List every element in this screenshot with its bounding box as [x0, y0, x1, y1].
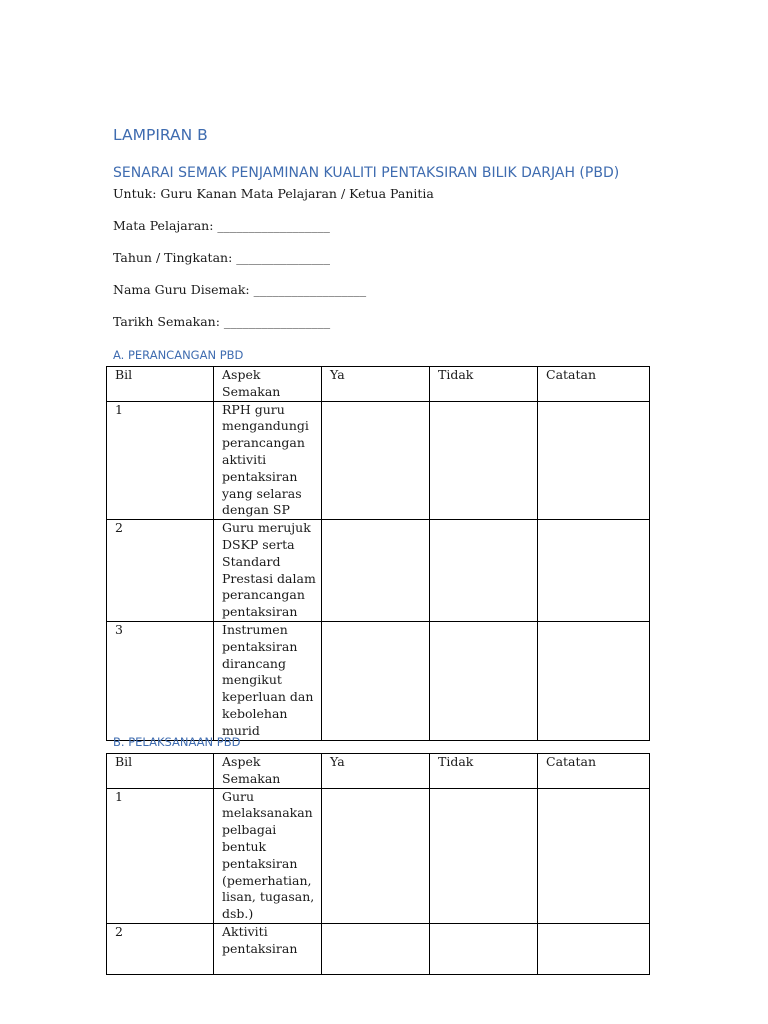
table-row	[107, 621, 650, 740]
col-header-bil: Bil	[107, 754, 214, 789]
cell-catatan[interactable]	[538, 520, 650, 622]
document-title: LAMPIRAN B	[113, 126, 208, 144]
cell-tidak[interactable]	[430, 788, 538, 923]
table-row	[107, 520, 650, 622]
cell-catatan[interactable]	[538, 401, 650, 520]
cell-tidak[interactable]	[430, 401, 538, 520]
cell-ya[interactable]	[322, 621, 430, 740]
col-header-ya: Ya	[322, 367, 430, 402]
cell-aspek: Guru merujuk DSKP serta Standard Prestasi dalam perancangan pentaksiran	[214, 520, 322, 622]
table-header-row	[107, 754, 650, 789]
cell-catatan[interactable]	[538, 621, 650, 740]
cell-aspek: Instrumen pentaksiran dirancang mengikut keperluan dan kebolehan murid	[214, 621, 322, 740]
col-header-tidak: Tidak	[430, 754, 538, 789]
cell-tidak[interactable]	[430, 621, 538, 740]
mata-pelajaran-field: Mata Pelajaran: __________________	[113, 218, 330, 233]
tahun-tingkatan-field: Tahun / Tingkatan: _______________	[113, 250, 331, 265]
untuk-line: Untuk: Guru Kanan Mata Pelajaran / Ketua Panitia	[113, 186, 434, 201]
perancangan-table	[106, 366, 650, 741]
tarikh-semakan-field: Tarikh Semakan: _________________	[113, 314, 331, 329]
col-header-tidak: Tidak	[430, 367, 538, 402]
pelaksanaan-table	[106, 753, 650, 975]
col-header-aspek: Aspek Semakan	[214, 367, 322, 402]
nama-guru-field: Nama Guru Disemak: __________________	[113, 282, 367, 297]
cell-bil: 2	[107, 923, 214, 974]
table-header-row	[107, 367, 650, 402]
table-row	[107, 401, 650, 520]
cell-bil: 1	[107, 788, 214, 923]
col-header-bil: Bil	[107, 367, 214, 402]
cell-tidak[interactable]	[430, 923, 538, 974]
col-header-catatan: Catatan	[538, 754, 650, 789]
cell-aspek: RPH guru mengandungi perancangan aktiviti pentaksiran yang selaras dengan SP	[214, 401, 322, 520]
col-header-catatan: Catatan	[538, 367, 650, 402]
table-row	[107, 923, 650, 974]
cell-ya[interactable]	[322, 520, 430, 622]
section-b-heading: B. PELAKSANAAN PBD	[113, 735, 241, 749]
cell-bil: 2	[107, 520, 214, 622]
cell-ya[interactable]	[322, 788, 430, 923]
col-header-aspek: Aspek Semakan	[214, 754, 322, 789]
table-row	[107, 788, 650, 923]
cell-ya[interactable]	[322, 923, 430, 974]
col-header-ya: Ya	[322, 754, 430, 789]
cell-catatan[interactable]	[538, 923, 650, 974]
cell-catatan[interactable]	[538, 788, 650, 923]
cell-bil: 1	[107, 401, 214, 520]
cell-aspek: Aktiviti pentaksiran	[214, 923, 322, 974]
cell-bil: 3	[107, 621, 214, 740]
document-subtitle: SENARAI SEMAK PENJAMINAN KUALITI PENTAKSIRAN BILIK DARJAH (PBD)	[113, 165, 620, 181]
cell-tidak[interactable]	[430, 520, 538, 622]
section-a-heading: A. PERANCANGAN PBD	[113, 348, 244, 362]
cell-ya[interactable]	[322, 401, 430, 520]
cell-aspek: Guru melaksanakan pelbagai bentuk pentaksiran (pemerhatian, lisan, tugasan, dsb.)	[214, 788, 322, 923]
